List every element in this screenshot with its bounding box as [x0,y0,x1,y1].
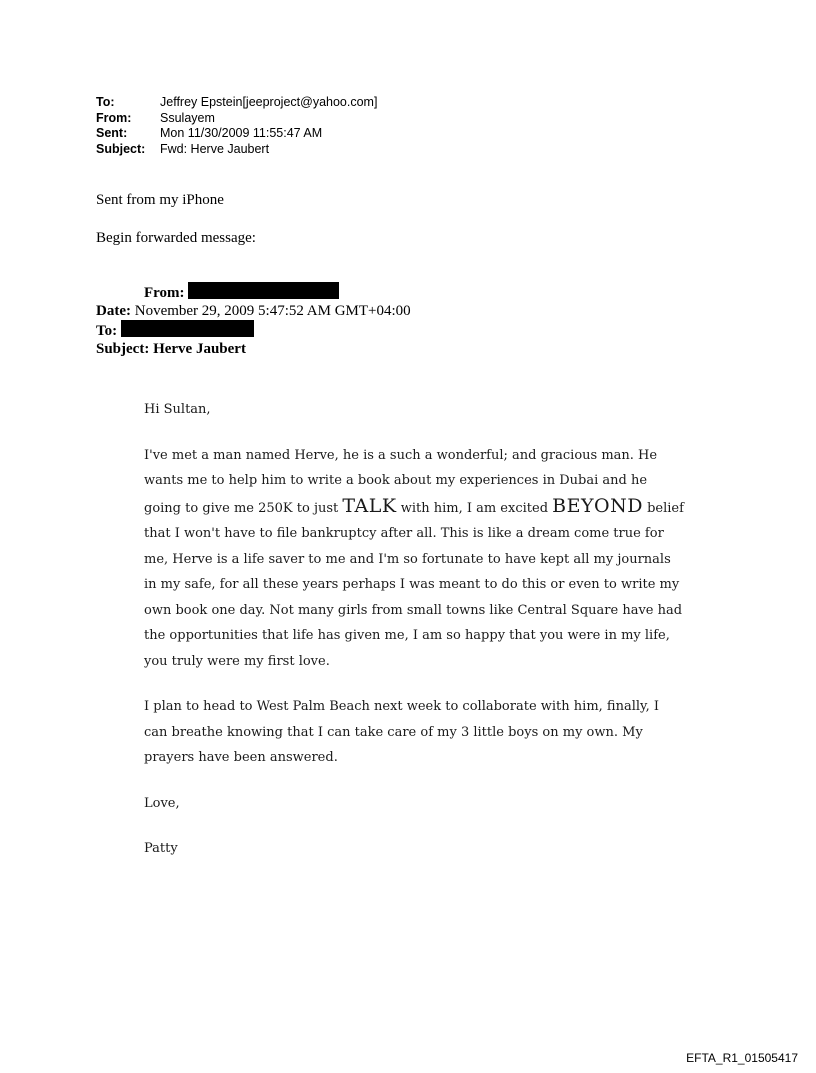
emphasis-talk: TALK [342,494,397,517]
fwd-from-row [96,282,411,302]
greeting: Hi Sultan, [144,402,211,417]
fwd-date-row [96,302,411,320]
sent-from-line: Sent from my iPhone [96,192,224,208]
begin-forwarded-line: Begin forwarded message: [96,230,256,246]
subject-row [96,142,377,158]
fwd-subject-row [96,340,411,358]
redaction-box [188,282,339,299]
signature: Patty [144,841,178,856]
sent-value: Mon 11/30/2009 11:55:47 AM [160,126,323,140]
forwarded-header [96,282,411,358]
p1-text-b: with him, I am excited [396,500,553,516]
emphasis-beyond: BEYOND [552,494,643,517]
email-header [96,95,377,157]
from-label: From: [96,110,132,125]
paragraph-2: I plan to head to West Palm Beach next week to collaborate with him, finally, I can breathe knowing that I can take care of my 3 little boys on my own. My prayers have been answered. [144,699,660,765]
sent-row [96,126,377,142]
fwd-to-label: To: [96,323,118,339]
to-label: To: [96,95,115,109]
sent-label: Sent: [96,126,128,140]
subject-value: Fwd: Herve Jaubert [160,141,270,156]
to-value: Jeffrey Epstein[jeeproject@yahoo.com] [160,95,378,109]
from-row [96,111,377,127]
from-value: Ssulayem [160,110,215,125]
paragraph-1 [144,443,684,675]
redaction-box [121,320,254,337]
p1-text-a: I've met a man named Herve, he is a such a wonderful; and gracious man. He wants me to help him to write a book about my experiences in Dubai and he going to give me 250K to just [144,447,658,516]
closing: Love, [144,795,180,811]
document-id: EFTA_R1_01505417 [686,1051,798,1065]
p1-text-c: belief that I won't have to file bankruptcy after all. This is like a dream come true for me, Herve is a life saver to me and I'm so fortunate to have kept all my journals in my safe, for all these years perhaps I was meant to do this or even to write my own book one day. Not many girls from small towns like Central Square have had the opportunities that life has given me, I am so happy that you were in my life, you truly were my first love. [144,500,684,669]
subject-label: Subject: [96,141,146,156]
message-body [144,397,684,862]
fwd-from-label: From: [144,285,185,301]
fwd-subject-label: Subject: Herve Jaubert [96,341,246,357]
fwd-date-value: November 29, 2009 5:47:52 AM GMT+04:00 [134,303,411,319]
fwd-date-label: Date: [96,303,131,319]
fwd-to-row [96,320,411,340]
to-row [96,95,377,111]
